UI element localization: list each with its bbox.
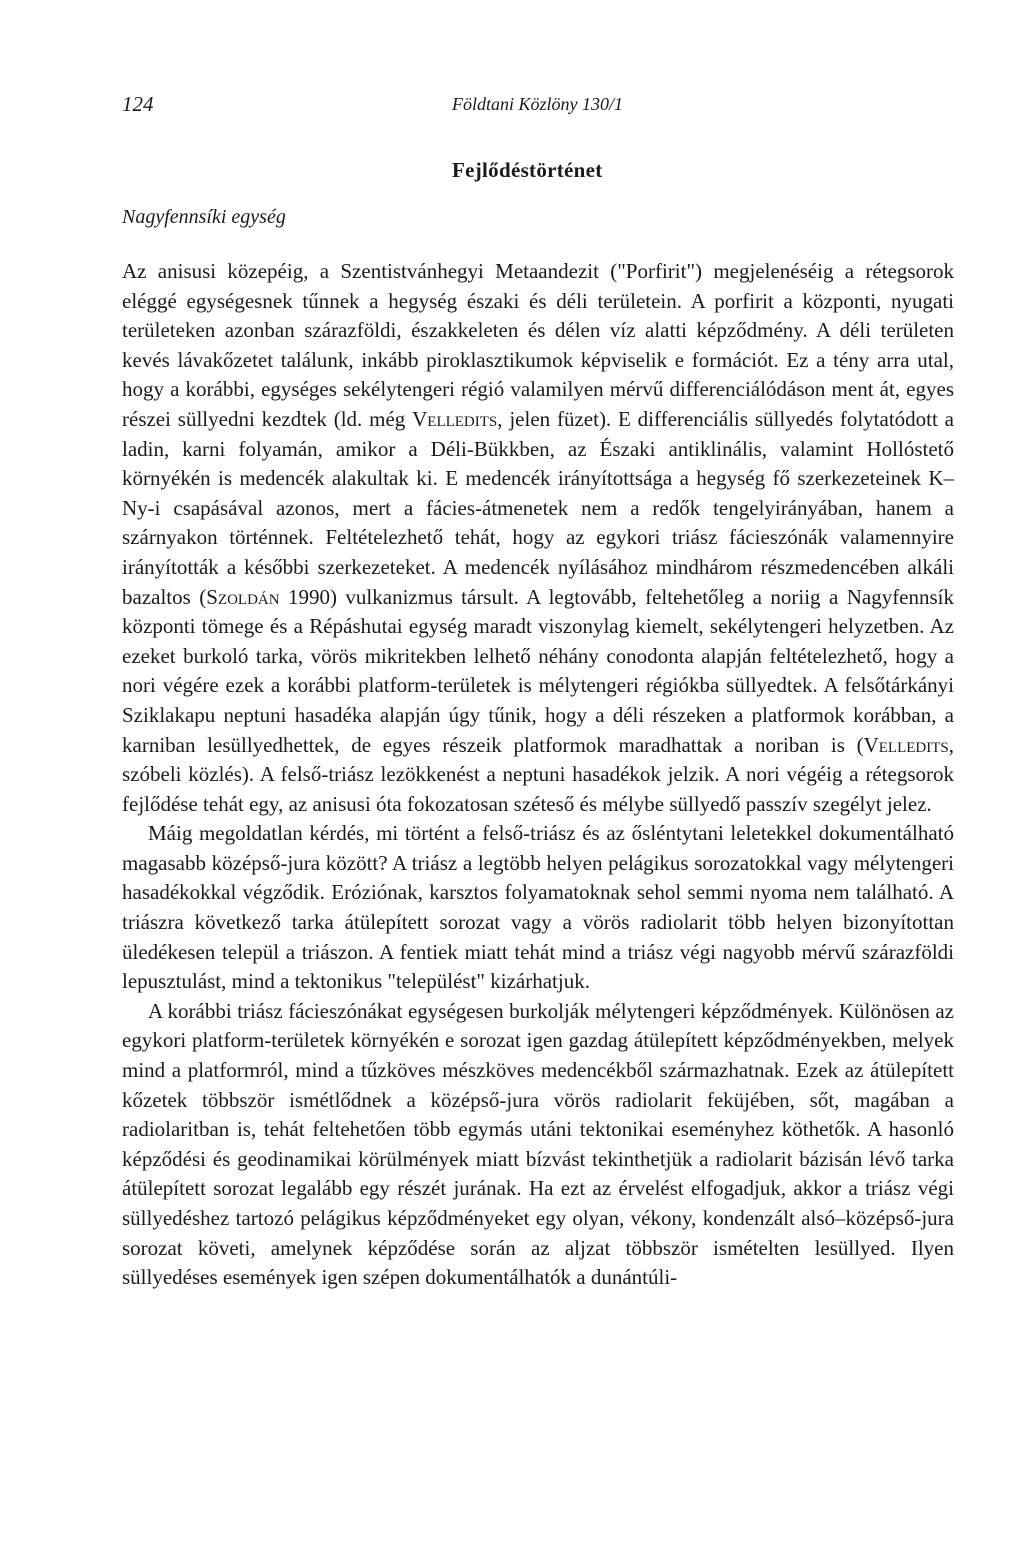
page [122,0,954,1559]
body-text [122,257,954,1293]
paragraph-1-text-2: , jelen füzet). E differenciális süllyedés folytatódott a ladin, karni folyamán, amikor a Déli-Bükkben, az Északi antiklinális, valamint Hollóstető környékén is medencék alakultak ki. E medencék irányítottsága a hegység fő szerkezeteinek K–Ny-i csapásával azonos, mert a fácies-átmenetek nem a redők tengelyirányában, hanem a szárnyakon történnek. Feltételezhető tehát, hogy az egykori triász fácieszónák valamennyire irányították a későbbi szerkezeteket. A medencék nyílásához mindhárom részmedencében alkáli bazaltos ( [122,406,954,609]
paragraph-1-text-4: , szóbeli közlés). A felső-triász lezökkenést a neptuni hasadékok jelzik. A nori végéig a rétegsorok fejlődése tehát egy, az anisusi óta fokozatosan széteső és mélybe süllyedő passzív szegélyt jelez. [122,732,954,816]
subsection-title: Nagyfennsíki egység [122,206,286,228]
paragraph-1 [122,257,954,819]
paragraph-2-text: Máig megoldatlan kérdés, mi történt a felső-triász és az ősléntytani leletekkel dokumentálható magasabb középső-jura között? A triász a legtöbb helyen pelágikus sorozatokkal vagy mélytengeri hasadékokkal végződik. Eróziónak, karsztos folyamatoknak sehol semmi nyoma nem található. A triászra következő tarka átülepített sorozat vagy a vörös radiolarit több helyen bizonyítottan üledékesen települ a triászon. A fentiek miatt tehát mind a triász végi nagyobb mérvű szárazföldi lepusztulást, mind a tektonikus "települést" kizárhatjuk. [122,821,954,994]
paragraph-2 [122,819,954,997]
paragraph-3 [122,997,954,1293]
running-head [122,92,954,122]
page-number: 124 [122,92,154,116]
author-reference: Szoldán [206,584,280,609]
paragraph-3-text: A korábbi triász fácieszónákat egységesen burkolják mélytengeri képződmények. Különösen az egykori platform-területek környékén e sorozat igen gazdag átülepített képződményekben, melyek mind a platformról, mind a tűzköves mészköves medencékből származhatnak. Ezek az átülepített kőzetek többször ismétlődnek a középső-jura vörös radiolarit feküjében, sőt, magában a radiolaritban is, tehát feltehetően több egymás utáni tektonikai eseményhez köthetők. A hasonló képződési és geodinamikai körülmények miatt bízvást tekinthetjük a radiolarit bázisán lévő tarka átülepített sorozat legalább egy részét jurának. Ha ezt az érvelést elfogadjuk, akkor a triász végi süllyedéshez tartozó pelágikus képződményeket egy olyan, vékony, kondenzált alsó–középső-jura sorozat követi, amelynek képződése során az aljzat többször ismételten lesüllyed. Ilyen süllyedéses események igen szépen dokumentálhatók a dunántúli- [122,998,954,1290]
paragraph-1-text-3: 1990) vulkanizmus társult. A legtovább, feltehetőleg a noriig a Nagyfennsík központi tömege és a Répáshutai egység maradt viszonylag kiemelt, sekélytengeri helyzetben. Az ezeket burkoló tarka, vörös mikritekben lelhető néhány conodonta alapján feltételezhető, hogy a nori végére ezek a korábbi platform-területek is mélytengeri régiókba süllyedtek. A felsőtárkányi Sziklakapu neptuni hasadéka alapján úgy tűnik, hogy a déli részeken a platformok korábban, a karniban lesüllyedhettek, de egyes részeik platformok maradhattak a noriban is ( [122,584,955,757]
paragraph-1-text-1: Az anisusi közepéig, a Szentistvánhegyi Metaandezit ("Porfirit") megjelenéséig a rétegsorok eléggé egységesnek tűnnek a hegység északi és déli területein. A porfirit a központi, nyugati területeken azonban szárazföldi, északkeleten és délen víz alatti képződmény. A déli területen kevés lávakőzetet találunk, inkább piroklasztikumok képviselik e formációt. Ez a tény arra utal, hogy a korábbi, egységes sekélytengeri régió valamilyen mérvű differenciálódáson ment át, egyes részei süllyedni kezdtek (ld. még [122,259,954,431]
author-reference: Velledits [863,732,949,757]
author-reference: Velledits [412,406,498,431]
journal-title: Földtani Közlöny 130/1 [452,94,623,114]
section-title: Fejlődéstörténet [452,158,603,182]
